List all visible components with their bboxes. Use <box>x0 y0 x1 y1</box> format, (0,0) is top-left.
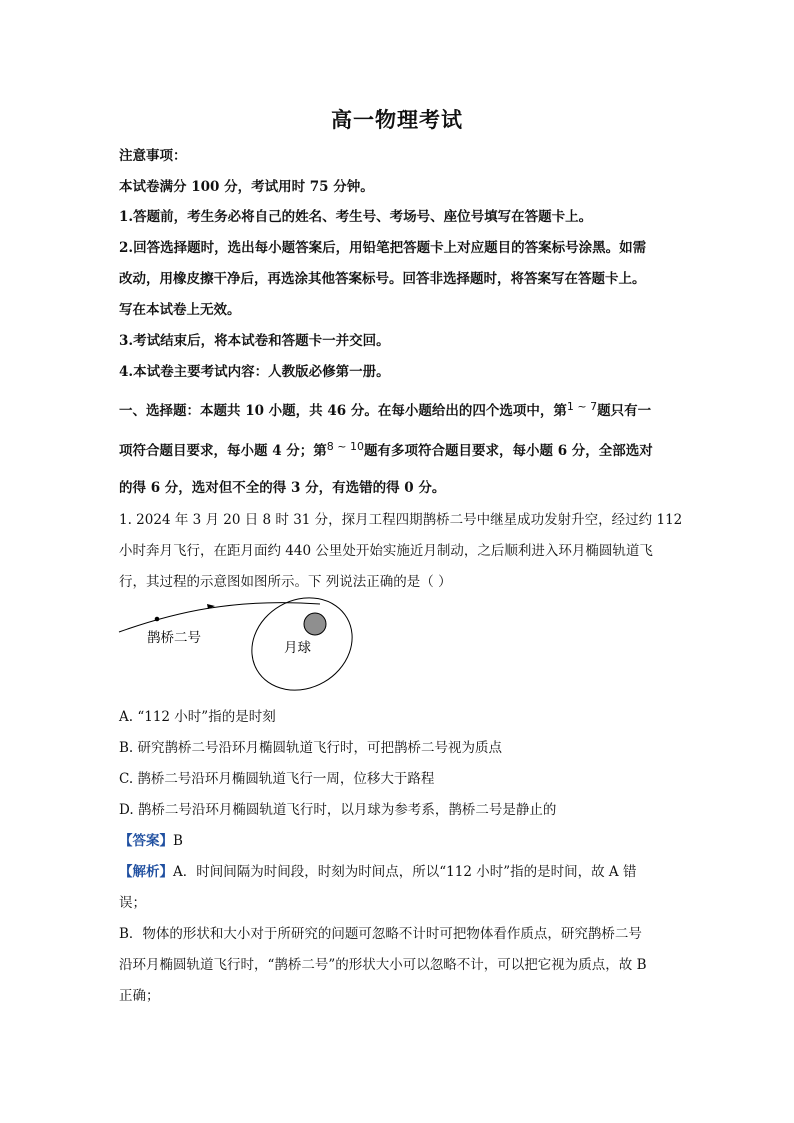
trajectory-curve <box>119 603 320 632</box>
analysis-tag: 【解析】 <box>119 864 173 880</box>
moon-label: 月球 <box>284 640 311 656</box>
notice-line-3b: 改动，用橡皮擦干净后，再选涂其他答案标号。回答非选择题时，将答案写在答题卡上。 <box>119 271 646 287</box>
option-d: D. 鹊桥二号沿环月椭圆轨道飞行时，以月球为参考系，鹊桥二号是静止的 <box>119 802 557 818</box>
analysis-text: A．时间间隔为时间段，时刻为时间点，所以“112 小时”指的是时间，故 A 错 <box>173 864 637 880</box>
section-intro-line-3: 的得 6 分，选对但不全的得 3 分，有选错的得 0 分。 <box>119 480 446 496</box>
section-intro-text: 项符合题目要求，每小题 4 分；第 <box>119 443 327 459</box>
section-intro-text: 一、选择题：本题共 10 小题，共 46 分。在每小题给出的四个选项中，第 <box>119 403 567 419</box>
section-intro-line-1 <box>119 402 651 421</box>
moon-icon <box>304 613 326 635</box>
analysis-line-b3: 正确； <box>119 988 160 1004</box>
analysis-line-a1 <box>119 863 636 881</box>
notice-heading: 注意事项： <box>119 148 187 164</box>
question-range-1: 1 ~ 7 <box>566 400 598 413</box>
notice-line-3c: 写在本试卷上无效。 <box>119 302 241 318</box>
page-title: 高一物理考试 <box>331 107 463 132</box>
question-stem-line-3: 行，其过程的示意图如图所示。下 列说法正确的是（ ） <box>119 574 452 590</box>
question-stem-line-1: 1. 2024 年 3 月 20 日 8 时 31 分，探月工程四期鹊桥二号中继星成功发射升空，经过约 112 <box>119 512 683 528</box>
analysis-line-b2: 沿环月椭圆轨道飞行时，“鹊桥二号”的形状大小可以忽略不计，可以把它视为质点，故 B <box>119 957 647 973</box>
analysis-line-a2: 误； <box>119 895 146 911</box>
analysis-line-b1: B．物体的形状和大小对于所研究的问题可忽略不计时可把物体看作质点，研究鹊桥二号 <box>119 926 642 942</box>
notice-line-2: 1.答题前，考生务必将自己的姓名、考生号、考场号、座位号填写在答题卡上。 <box>119 209 593 225</box>
question-range-2: 8 ~ 10 <box>326 440 365 453</box>
answer-tag: 【答案】 <box>119 833 173 849</box>
option-c: C. 鹊桥二号沿环月椭圆轨道飞行一周，位移大于路程 <box>119 771 435 787</box>
satellite-dot-icon <box>155 617 160 622</box>
section-intro-text: 题只有一 <box>597 403 652 419</box>
notice-line-5: 4.本试卷主要考试内容：人教版必修第一册。 <box>119 364 390 380</box>
notice-line-1: 本试卷满分 100 分，考试用时 75 分钟。 <box>119 179 374 195</box>
notice-line-4: 3.考试结束后，将本试卷和答题卡一并交回。 <box>119 333 390 349</box>
answer-value: B <box>173 833 183 849</box>
section-intro-line-2 <box>119 442 653 461</box>
question-stem-line-2: 小时奔月飞行，在距月面约 440 公里处开始实施近月制动，之后顺利进入环月椭圆轨道飞 <box>119 543 653 559</box>
option-b: B. 研究鹊桥二号沿环月椭圆轨道飞行时，可把鹊桥二号视为质点 <box>119 740 503 756</box>
orbit-figure <box>115 596 365 696</box>
satellite-label: 鹊桥二号 <box>147 630 201 646</box>
option-a: A. “112 小时”指的是时刻 <box>119 709 276 725</box>
answer-line <box>119 832 183 850</box>
section-intro-text: 题有多项符合题目要求，每小题 6 分，全部选对 <box>364 443 653 459</box>
notice-line-3a: 2.回答选择题时，选出每小题答案后，用铅笔把答题卡上对应题目的答案标号涂黑。如需 <box>119 240 647 256</box>
